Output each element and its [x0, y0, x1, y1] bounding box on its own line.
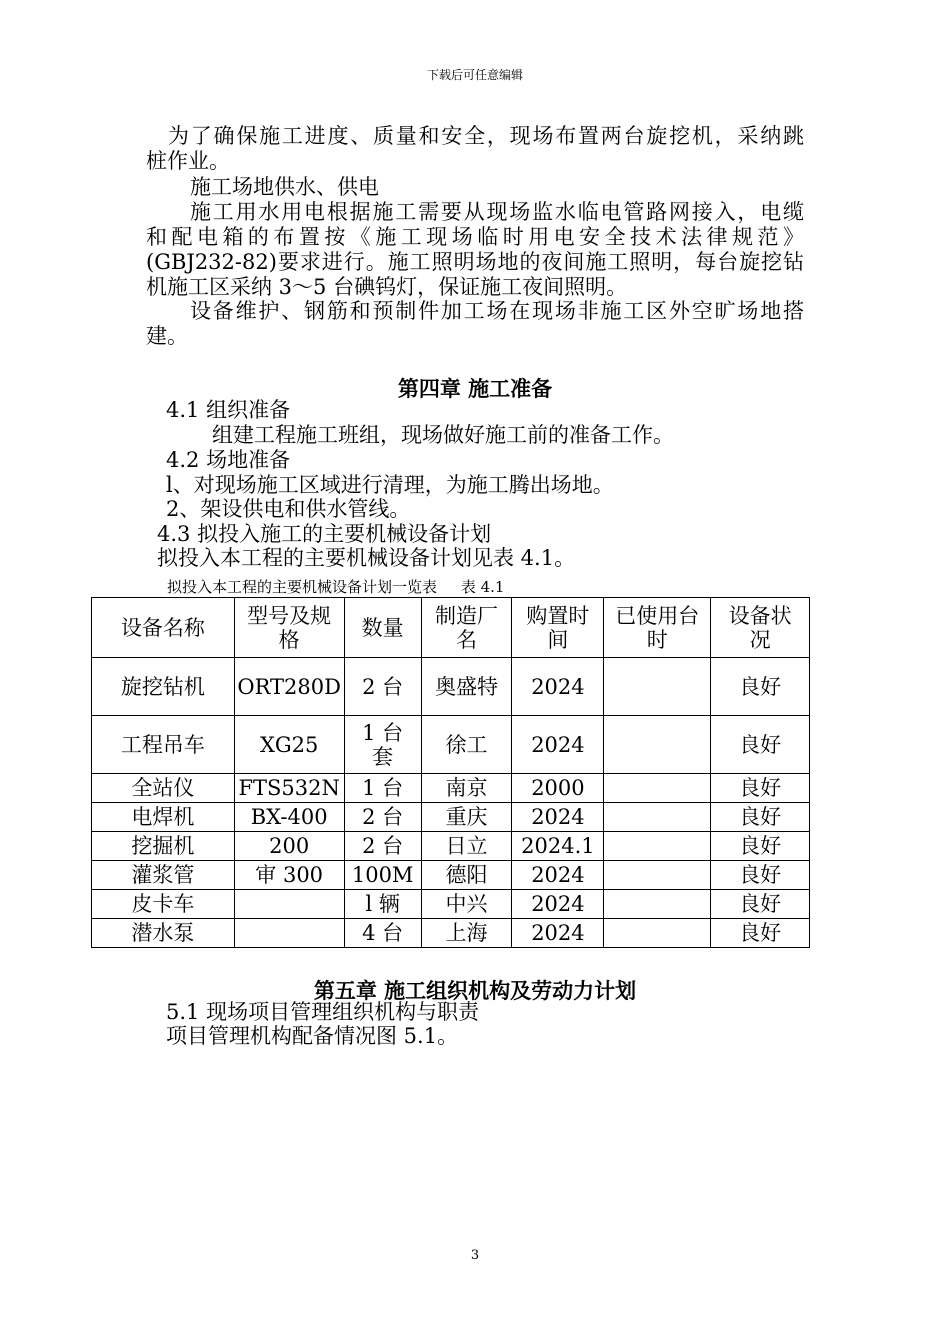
table-cell: 良好: [711, 919, 810, 948]
table-cell: [604, 774, 711, 803]
header-cell: 购置时 间: [512, 598, 604, 658]
chapter4-title: 第四章 施工准备: [397, 376, 553, 401]
table-cell: 2024.1: [512, 832, 604, 861]
page-header: 下载后可任意编辑: [426, 68, 523, 82]
table-cell: [604, 803, 711, 832]
table-cell: l 辆: [344, 890, 421, 919]
page-number: 3: [470, 1248, 480, 1263]
table-cell: [604, 890, 711, 919]
subheading-water-power: 施工场地供水、供电: [190, 175, 379, 199]
table-cell: [604, 919, 711, 948]
para1-line2: 桩作业。: [146, 149, 230, 173]
table-cell: 100M: [344, 861, 421, 890]
section-5-1-title: 5.1 现场项目管理组织机构与职责: [166, 1000, 480, 1024]
table-cell: 皮卡车: [92, 890, 235, 919]
table-cell: 1 台 套: [344, 716, 421, 774]
table-cell: 德阳: [421, 861, 512, 890]
section-4-1-title: 4.1 组织准备: [166, 398, 291, 422]
header-cell: 型号及规 格: [234, 598, 344, 658]
para2-line2: 和配电箱的布置按《施工现场临时用电安全技术法律规范》: [146, 225, 804, 249]
table-cell: [234, 919, 344, 948]
table-cell: 南京: [421, 774, 512, 803]
table-cell: 2024: [512, 716, 604, 774]
table-row: [92, 919, 810, 948]
chapter5-title: 第五章 施工组织机构及劳动力计划: [313, 978, 637, 1003]
table-cell: 徐工: [421, 716, 512, 774]
table-cell: 电焊机: [92, 803, 235, 832]
table-cell: ORT280D: [234, 658, 344, 716]
table-cell: 潜水泵: [92, 919, 235, 948]
table-cell: 良好: [711, 716, 810, 774]
table-cell: [604, 716, 711, 774]
table-cell: 审 300: [234, 861, 344, 890]
table-row: [92, 774, 810, 803]
table-row: [92, 716, 810, 774]
para2-line1: 施工用水用电根据施工需要从现场监水临电管路网接入，电缆: [190, 200, 804, 224]
table-cell: XG25: [234, 716, 344, 774]
table-cell: [604, 861, 711, 890]
table-row: [92, 890, 810, 919]
table-cell: 重庆: [421, 803, 512, 832]
table-row: [92, 658, 810, 716]
table-row: [92, 803, 810, 832]
table-cell: 2024: [512, 658, 604, 716]
table-cell: 良好: [711, 774, 810, 803]
para3-line1: 设备维护、钢筋和预制件加工场在现场非施工区外空旷场地搭: [190, 299, 804, 323]
table-cell: 中兴: [421, 890, 512, 919]
table-cell: 挖掘机: [92, 832, 235, 861]
table-cell: 2000: [512, 774, 604, 803]
table-cell: FTS532N: [234, 774, 344, 803]
table-cell: 旋挖钻机: [92, 658, 235, 716]
table-cell: 上海: [421, 919, 512, 948]
table-cell: 奥盛特: [421, 658, 512, 716]
table-row: [92, 861, 810, 890]
table-cell: 2024: [512, 890, 604, 919]
table-header-row: [92, 598, 810, 658]
section-4-3-title: 4.3 拟投入施工的主要机械设备计划: [157, 522, 492, 546]
table-cell: 2 台: [344, 803, 421, 832]
table-caption: 拟投入本工程的主要机械设备计划一览表 表 4.1: [167, 578, 505, 596]
header-cell: 制造厂 名: [421, 598, 512, 658]
section-4-1-text: 组建工程施工班组，现场做好施工前的准备工作。: [212, 423, 674, 447]
table-cell: 1 台: [344, 774, 421, 803]
equipment-table: [91, 597, 810, 948]
table-cell: 良好: [711, 861, 810, 890]
header-cell: 数量: [344, 598, 421, 658]
table-cell: 灌浆管: [92, 861, 235, 890]
section-4-2-title: 4.2 场地准备: [166, 448, 291, 472]
table-cell: [604, 658, 711, 716]
table-cell: 良好: [711, 803, 810, 832]
table-cell: 2 台: [344, 658, 421, 716]
table-cell: [604, 832, 711, 861]
section-4-2-item1: l、对现场施工区域进行清理，为施工腾出场地。: [166, 473, 614, 497]
table-cell: [234, 890, 344, 919]
para2-line4: 机施工区采纳 3～5 台碘钨灯，保证施工夜间照明。: [146, 275, 628, 299]
para2-line3: (GBJ232-82)要求进行。施工照明场地的夜间施工照明，每台旋挖钻: [146, 250, 804, 274]
table-cell: 良好: [711, 890, 810, 919]
table-cell: 日立: [421, 832, 512, 861]
table-cell: 工程吊车: [92, 716, 235, 774]
table-cell: 全站仪: [92, 774, 235, 803]
section-4-3-text: 拟投入本工程的主要机械设备计划见表 4.1。: [157, 546, 576, 570]
table-cell: 2024: [512, 919, 604, 948]
header-cell: 设备状 况: [711, 598, 810, 658]
table-cell: 4 台: [344, 919, 421, 948]
section-4-2-item2: 2、架设供电和供水管线。: [166, 497, 411, 521]
table-cell: 2 台: [344, 832, 421, 861]
table-cell: 2024: [512, 803, 604, 832]
table-cell: 2024: [512, 861, 604, 890]
table-row: [92, 832, 810, 861]
para3-line2: 建。: [146, 324, 188, 348]
table-cell: 良好: [711, 658, 810, 716]
section-5-1-text: 项目管理机构配备情况图 5.1。: [166, 1024, 459, 1048]
para1-line1: 为了确保施工进度、质量和安全，现场布置两台旋挖机，采纳跳: [168, 124, 804, 148]
table-cell: 200: [234, 832, 344, 861]
header-cell: 设备名称: [92, 598, 235, 658]
header-cell: 已使用台 时: [604, 598, 711, 658]
table-cell: 良好: [711, 832, 810, 861]
table-cell: BX-400: [234, 803, 344, 832]
